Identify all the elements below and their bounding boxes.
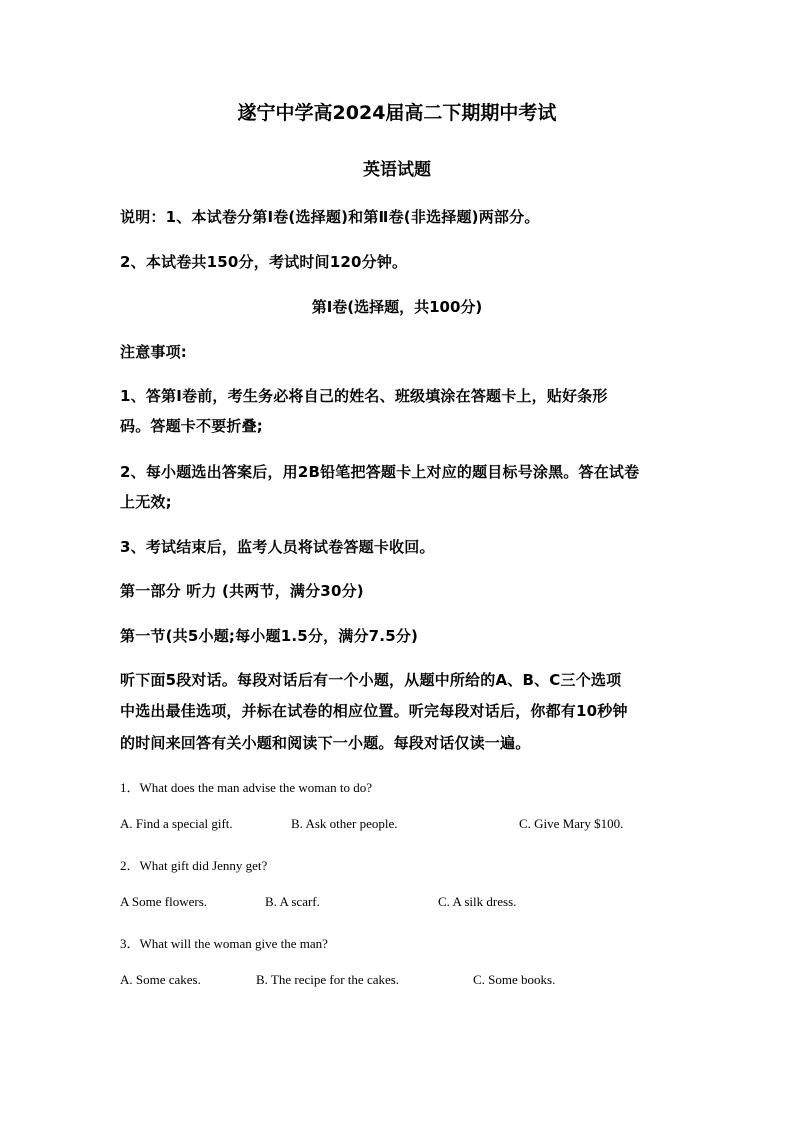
- directions-line-3: 的时间来回答有关小题和阅读下一小题。每段对话仅读一遍。: [120, 734, 531, 752]
- note-1-line-2: 码。答题卡不要折叠;: [120, 417, 263, 435]
- instruction-line-1: 说明：1、本试卷分第Ⅰ卷(选择题)和第Ⅱ卷(非选择题)两部分。: [120, 208, 540, 226]
- exam-title: 遂宁中学高2024届高二下期期中考试: [237, 102, 557, 124]
- instruction-line-2: 2、本试卷共150分，考试时间120分钟。: [120, 253, 408, 271]
- question-3-stem: 3．What will the woman give the man?: [120, 936, 328, 951]
- note-2-line-2: 上无效;: [120, 493, 172, 511]
- note-3: 3、考试结束后，监考人员将试卷答题卡收回。: [120, 538, 435, 556]
- question-1-option-b[interactable]: B. Ask other people.: [291, 816, 398, 831]
- question-1-option-c[interactable]: C. Give Mary $100.: [519, 816, 624, 831]
- section-one-heading: 第Ⅰ卷(选择题，共100分): [311, 298, 483, 316]
- note-2-line-1: 2、每小题选出答案后，用2B铅笔把答题卡上对应的题目标号涂黑。答在试卷: [120, 463, 640, 481]
- question-3-option-b[interactable]: B. The recipe for the cakes.: [256, 972, 400, 987]
- exam-subtitle: 英语试题: [363, 160, 431, 180]
- question-3-option-a[interactable]: A. Some cakes.: [120, 972, 201, 987]
- question-1-stem: 1．What does the man advise the woman to do?: [120, 780, 372, 795]
- section-heading: 第一节(共5小题;每小题1.5分，满分7.5分): [120, 627, 419, 645]
- question-2-stem: 2．What gift did Jenny get?: [120, 858, 268, 873]
- question-2-option-b[interactable]: B. A scarf.: [265, 894, 320, 909]
- directions-line-1: 听下面5段对话。每段对话后有一个小题，从题中所给的A、B、C三个选项: [120, 671, 622, 689]
- note-1-line-1: 1、答第Ⅰ卷前，考生务必将自己的姓名、班级填涂在答题卡上，贴好条形: [120, 387, 608, 405]
- directions-line-2: 中选出最佳选项，并标在试卷的相应位置。听完每段对话后，你都有10秒钟: [120, 702, 628, 720]
- question-2-option-a[interactable]: A Some flowers.: [120, 894, 208, 909]
- notes-heading: 注意事项:: [120, 343, 187, 361]
- question-3-option-c[interactable]: C. Some books.: [473, 972, 556, 987]
- question-1-option-a[interactable]: A. Find a special gift.: [120, 816, 233, 831]
- part-one-heading: 第一部分 听力 (共两节，满分30分): [120, 582, 364, 600]
- question-2-option-c[interactable]: C. A silk dress.: [438, 894, 517, 909]
